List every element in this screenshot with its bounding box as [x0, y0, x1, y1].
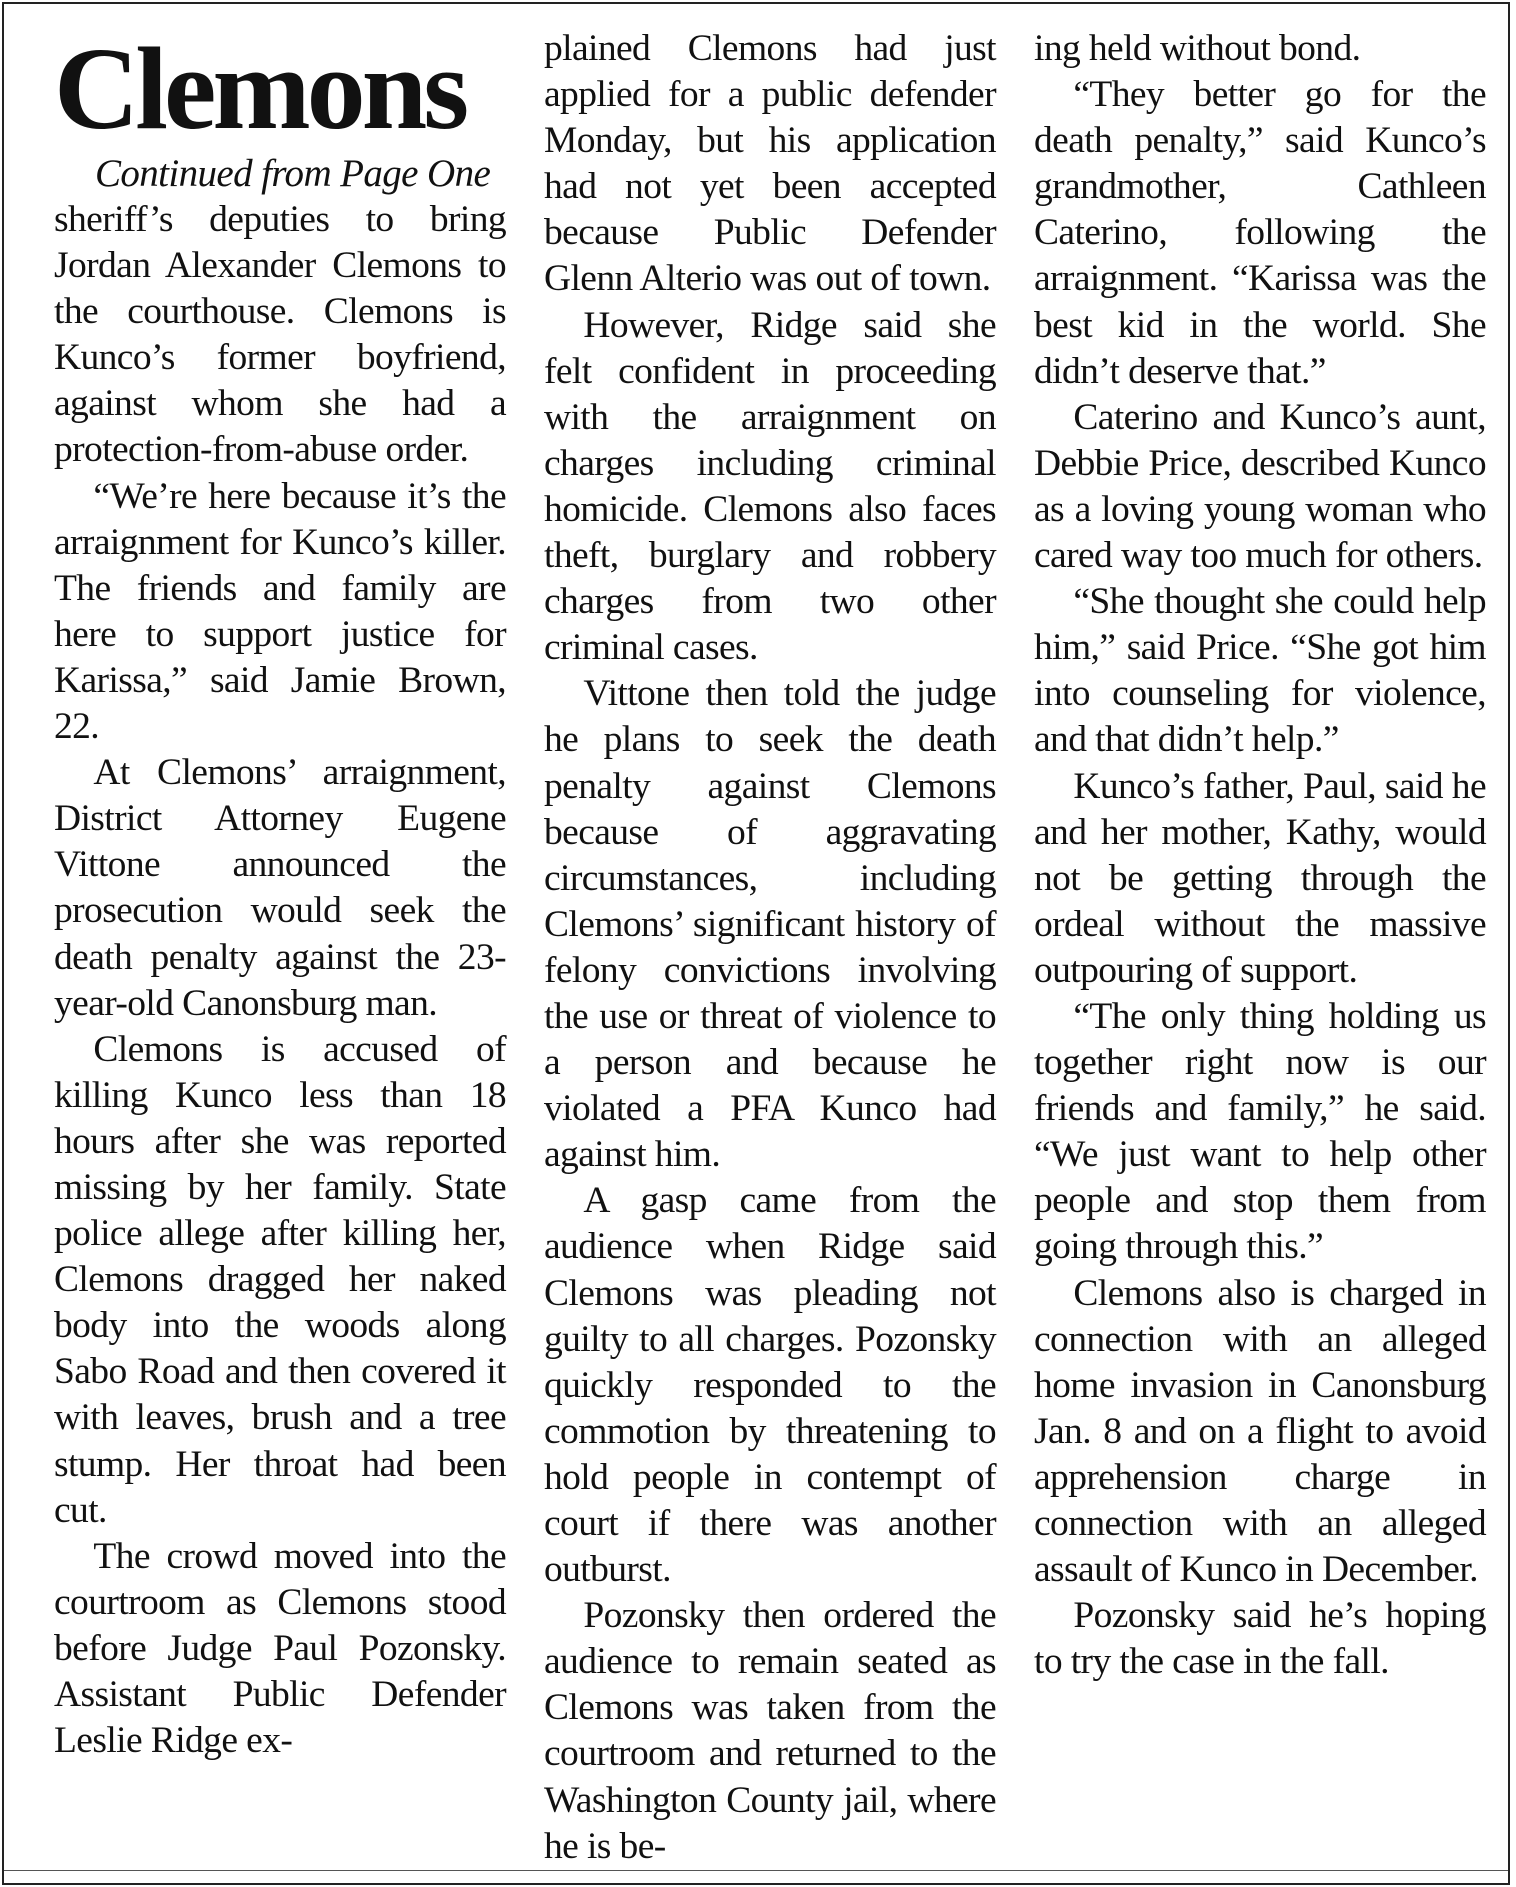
paragraph: Caterino and Kunco’s aunt, Debbie Price, described Kunco as a loving young woman who cared way too much for others.	[1034, 396, 1486, 577]
paragraph: At Clemons’ arraignment, District Attorney Eugene Vittone announced the prosecution would seek the death penalty against the 23-year-old Canonsburg man.	[54, 752, 506, 1024]
paragraph: Clemons is accused of killing Kunco less than 18 hours after she was reported missing by her family. State police allege after killing her, Clemons dragged her naked body into the woods along Sabo Road and then covered it with leaves, brush and a tree stump. Her throat had been cut.	[54, 1028, 506, 1531]
paragraph: A gasp came from the audience when Ridge said Clemons was pleading not guilty to all charges. Pozonsky quickly responded to the commotion by threatening to hold people in contempt of court if there was another outburst.	[544, 1180, 996, 1591]
paragraph: However, Ridge said she felt confident in proceeding with the arraignment on charges including criminal homicide. Clemons also faces theft, burglary and robbery charges from two other criminal cases.	[544, 304, 996, 669]
paragraph: “She thought she could help him,” said Price. “She got him into counseling for violence, and that didn’t help.”	[1034, 581, 1486, 761]
continued-from-line: Continued from Page One	[94, 152, 491, 195]
headline: Clemons	[54, 23, 466, 154]
paragraph: “They better go for the death penalty,” said Kunco’s grandmother, Cathleen Caterino, following the arraignment. “Karissa was the best kid in the world. She didn’t deserve that.”	[1034, 74, 1486, 392]
paragraph: “We’re here because it’s the arraignment for Kunco’s killer. The friends and family are here to support justice for Karissa,” said Jamie Brown, 22.	[54, 475, 506, 748]
paragraph: The crowd moved into the courtroom as Clemons stood before Judge Paul Pozonsky. Assistant Public Defender Leslie Ridge ex-	[54, 1535, 506, 1762]
paragraph: Pozonsky then ordered the audience to remain seated as Clemons was taken from the courtroom and returned to the Washington County jail, where he is be-	[544, 1595, 996, 1867]
article-column-2	[544, 26, 996, 1870]
paragraph: Clemons also is charged in connection with an alleged home invasion in Canonsburg Jan. 8 and on a flight to avoid apprehension charge in connection with an alleged assault of Kunco in December.	[1034, 1272, 1486, 1591]
paragraph: sheriff’s deputies to bring Jordan Alexander Clemons to the courthouse. Clemons is Kunco’s former boyfriend, against whom she had a protection-from-abuse order.	[54, 199, 506, 471]
paragraph: Pozonsky said he’s hoping to try the case in the fall.	[1034, 1595, 1486, 1683]
paragraph: Kunco’s father, Paul, said he and her mother, Kathy, would not be getting through the ordeal without the massive outpouring of support.	[1034, 765, 1486, 991]
newspaper-clipping	[2, 2, 1510, 1885]
paragraph: plained Clemons had just applied for a public defender Monday, but his application had not yet been accepted because Public Defender Glenn Alterio was out of town.	[544, 28, 996, 300]
paragraph: ing held without bond.	[1034, 28, 1361, 69]
paragraph: Vittone then told the judge he plans to seek the death penalty against Clemons because of aggravating circumstances, including Clemons’ significant history of felony convictions involving the use or threat of violence to a person and because he violated a PFA Kunco had against him.	[544, 673, 996, 1176]
bottom-rule	[4, 1870, 1508, 1871]
paragraph: “The only thing holding us together right now is our friends and family,” he said. “We just want to help other people and stop them from going through this.”	[1034, 995, 1486, 1268]
article-column-1	[54, 23, 506, 1764]
article-column-3	[1034, 26, 1486, 1685]
